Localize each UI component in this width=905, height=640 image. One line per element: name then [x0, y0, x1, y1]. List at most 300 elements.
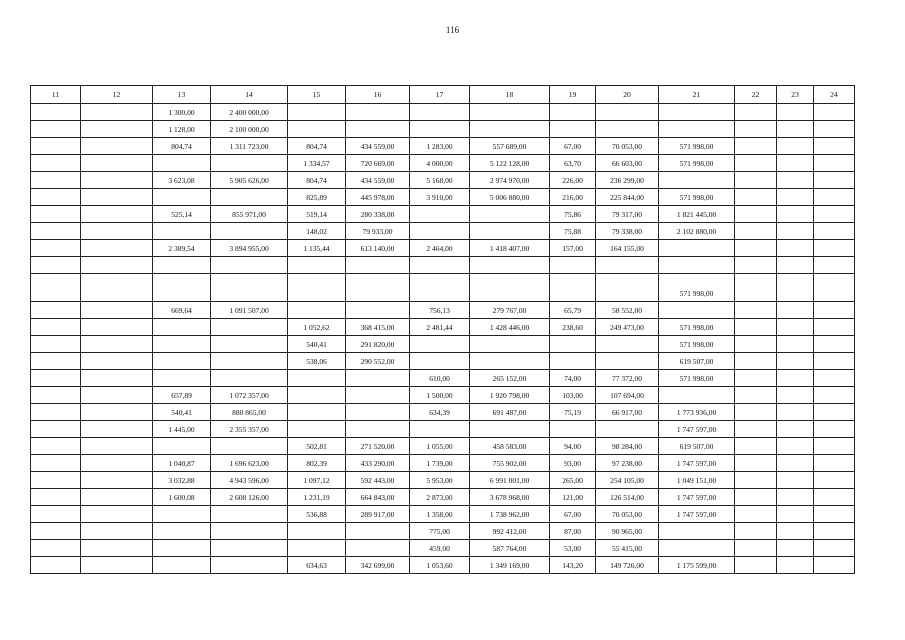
table-cell: 433 290,00 [346, 455, 410, 472]
table-cell [81, 104, 153, 121]
table-cell: 6 991 001,00 [470, 472, 550, 489]
table-cell: 434 559,00 [346, 138, 410, 155]
table-cell: 1 821 445,00 [659, 206, 735, 223]
table-cell [31, 155, 81, 172]
table-cell [81, 387, 153, 404]
table-cell [814, 121, 855, 138]
table-cell [346, 121, 410, 138]
table-cell [346, 387, 410, 404]
table-cell: 1 696 623,00 [211, 455, 288, 472]
table-cell [31, 404, 81, 421]
table-cell [288, 540, 346, 557]
table-row [31, 223, 855, 240]
table-cell [814, 155, 855, 172]
table-cell [777, 274, 814, 302]
column-header: 12 [81, 86, 153, 104]
table-cell [470, 257, 550, 274]
table-cell [470, 206, 550, 223]
table-cell [735, 370, 777, 387]
table-cell [735, 155, 777, 172]
table-cell [550, 104, 596, 121]
table-cell [153, 336, 211, 353]
table-cell [470, 121, 550, 138]
table-cell: 368 415,00 [346, 319, 410, 336]
table-cell: 79 338,00 [596, 223, 659, 240]
table-cell: 880 865,00 [211, 404, 288, 421]
table-cell: 103,00 [550, 387, 596, 404]
table-cell: 434 559,00 [346, 172, 410, 189]
column-header: 19 [550, 86, 596, 104]
table-cell: 664 843,00 [346, 489, 410, 506]
table-cell [81, 189, 153, 206]
table-cell [211, 506, 288, 523]
table-cell [153, 155, 211, 172]
table-cell [288, 387, 346, 404]
table-cell: 342 699,00 [346, 557, 410, 574]
table-cell: 669,64 [153, 302, 211, 319]
table-cell [659, 172, 735, 189]
table-cell: 290 552,00 [346, 353, 410, 370]
table-cell: 98 284,00 [596, 438, 659, 455]
table-cell [31, 489, 81, 506]
table-row [31, 240, 855, 257]
table-cell [81, 302, 153, 319]
table-cell [659, 121, 735, 138]
table-cell: 75,88 [550, 223, 596, 240]
table-cell: 1 773 936,00 [659, 404, 735, 421]
table-row [31, 370, 855, 387]
table-cell [814, 557, 855, 574]
table-cell [814, 104, 855, 121]
table-cell: 571 998,00 [659, 189, 735, 206]
table-cell: 540,41 [288, 336, 346, 353]
table-cell: 55 415,00 [596, 540, 659, 557]
table-cell: 5 168,00 [410, 172, 470, 189]
table-cell [596, 336, 659, 353]
table-cell [346, 540, 410, 557]
table-cell: 2 608 126,00 [211, 489, 288, 506]
table-cell: 802,39 [288, 455, 346, 472]
table-row [31, 302, 855, 319]
table-cell [735, 438, 777, 455]
table-cell [153, 540, 211, 557]
table-cell [31, 506, 81, 523]
table-cell [288, 370, 346, 387]
table-cell [735, 540, 777, 557]
table-cell [814, 455, 855, 472]
table-cell: 3 894 955,00 [211, 240, 288, 257]
table-cell [814, 438, 855, 455]
table-row [31, 189, 855, 206]
table-cell [735, 189, 777, 206]
table-cell [814, 138, 855, 155]
table-cell: 90 965,00 [596, 523, 659, 540]
table-cell [735, 336, 777, 353]
table-cell: 226,00 [550, 172, 596, 189]
table-cell [288, 404, 346, 421]
page-number: 116 [445, 25, 460, 35]
table-cell [81, 121, 153, 138]
table-cell [81, 223, 153, 240]
table-cell [81, 257, 153, 274]
table-cell: 3 678 968,00 [470, 489, 550, 506]
table-cell [81, 274, 153, 302]
table-cell: 755 902,00 [470, 455, 550, 472]
table-row [31, 421, 855, 438]
table-cell [659, 302, 735, 319]
table-cell: 5 905 626,00 [211, 172, 288, 189]
table-cell [81, 155, 153, 172]
table-cell: 1 072 357,00 [211, 387, 288, 404]
table-cell [777, 172, 814, 189]
table-cell: 289 917,00 [346, 506, 410, 523]
table-cell: 164 155,00 [596, 240, 659, 257]
table-cell [81, 240, 153, 257]
table-cell [31, 138, 81, 155]
table-cell [596, 104, 659, 121]
table-cell [470, 223, 550, 240]
table-cell: 65,79 [550, 302, 596, 319]
table-cell: 1 500,00 [410, 387, 470, 404]
table-row [31, 506, 855, 523]
table-cell [777, 104, 814, 121]
table-cell: 536,88 [288, 506, 346, 523]
table-cell: 1 747 597,00 [659, 506, 735, 523]
table-cell: 238,60 [550, 319, 596, 336]
table-cell [777, 302, 814, 319]
table-cell: 67,00 [550, 138, 596, 155]
table-cell [31, 274, 81, 302]
table-cell: 1 311 723,00 [211, 138, 288, 155]
table-cell: 66 603,00 [596, 155, 659, 172]
table-cell: 225 844,00 [596, 189, 659, 206]
table-cell [81, 336, 153, 353]
table-cell [814, 370, 855, 387]
table-cell [153, 557, 211, 574]
table-cell: 2 974 970,00 [470, 172, 550, 189]
table-cell [735, 257, 777, 274]
table-cell: 1 600,08 [153, 489, 211, 506]
table-cell: 458 583,00 [470, 438, 550, 455]
table-cell [777, 155, 814, 172]
table-cell: 1 175 599,00 [659, 557, 735, 574]
table-cell [31, 223, 81, 240]
table-cell [346, 257, 410, 274]
table-cell [777, 540, 814, 557]
table-cell: 502,81 [288, 438, 346, 455]
table-cell [777, 336, 814, 353]
table-cell [777, 121, 814, 138]
table-cell [735, 404, 777, 421]
table-cell [153, 223, 211, 240]
table-cell [153, 274, 211, 302]
table-cell: 1 091 507,00 [211, 302, 288, 319]
table-cell: 2 464,00 [410, 240, 470, 257]
table-cell [288, 421, 346, 438]
table-cell: 992 412,00 [470, 523, 550, 540]
table-cell: 67,00 [550, 506, 596, 523]
table-cell [735, 557, 777, 574]
table-cell [81, 489, 153, 506]
table-cell [31, 557, 81, 574]
table-cell [81, 523, 153, 540]
table-cell [346, 404, 410, 421]
table-cell [81, 557, 153, 574]
table-cell [777, 223, 814, 240]
table-cell [288, 257, 346, 274]
table-cell [659, 240, 735, 257]
table-cell: 804,74 [288, 138, 346, 155]
table-cell [153, 523, 211, 540]
table-cell: 2 873,00 [410, 489, 470, 506]
table-cell [777, 138, 814, 155]
table-cell: 1 334,57 [288, 155, 346, 172]
table-cell: 2 481,44 [410, 319, 470, 336]
table-row [31, 319, 855, 336]
table-cell [31, 104, 81, 121]
table-body [31, 104, 855, 574]
table-cell: 804,74 [288, 172, 346, 189]
table-cell [659, 104, 735, 121]
table-cell [211, 336, 288, 353]
table-cell [211, 540, 288, 557]
table-cell [735, 274, 777, 302]
table-cell: 1 738 962,00 [470, 506, 550, 523]
table-cell [777, 438, 814, 455]
table-cell: 459,00 [410, 540, 470, 557]
table-cell [550, 121, 596, 138]
column-header: 16 [346, 86, 410, 104]
table-cell: 291 820,00 [346, 336, 410, 353]
table-cell [211, 523, 288, 540]
table-cell: 1 231,19 [288, 489, 346, 506]
table-cell [777, 472, 814, 489]
table-cell [550, 336, 596, 353]
table-cell [814, 336, 855, 353]
table-cell [735, 319, 777, 336]
table-cell: 1 739,00 [410, 455, 470, 472]
table-cell [153, 438, 211, 455]
table-cell [410, 336, 470, 353]
table-cell [735, 506, 777, 523]
table-cell [777, 557, 814, 574]
table-cell: 53,00 [550, 540, 596, 557]
table-cell: 2 100 000,00 [211, 121, 288, 138]
table-cell: 1 358,00 [410, 506, 470, 523]
table-cell [814, 172, 855, 189]
table-cell [659, 387, 735, 404]
column-header: 14 [211, 86, 288, 104]
table-cell: 3 910,00 [410, 189, 470, 206]
table-cell [410, 206, 470, 223]
table-cell [735, 472, 777, 489]
table-cell: 657,89 [153, 387, 211, 404]
table-cell: 1 747 597,00 [659, 489, 735, 506]
table-cell: 77 372,00 [596, 370, 659, 387]
table-cell: 1 135,44 [288, 240, 346, 257]
table-cell [81, 540, 153, 557]
table-cell: 2 389,54 [153, 240, 211, 257]
table-cell [735, 387, 777, 404]
table-row [31, 557, 855, 574]
table-cell: 1 747 597,00 [659, 421, 735, 438]
table-cell [735, 240, 777, 257]
table-cell: 619 507,00 [659, 353, 735, 370]
table-cell: 279 767,00 [470, 302, 550, 319]
table-cell [31, 472, 81, 489]
table-cell: 271 520,00 [346, 438, 410, 455]
table-cell [31, 172, 81, 189]
table-cell: 265 152,00 [470, 370, 550, 387]
table-cell: 126 514,00 [596, 489, 659, 506]
table-row [31, 138, 855, 155]
table-row [31, 540, 855, 557]
table-cell: 148,02 [288, 223, 346, 240]
table-cell: 75,86 [550, 206, 596, 223]
table-cell [31, 257, 81, 274]
table-cell: 58 552,00 [596, 302, 659, 319]
table-cell: 5 953,00 [410, 472, 470, 489]
table-cell [814, 206, 855, 223]
table-cell: 79 317,00 [596, 206, 659, 223]
table-cell: 3 623,08 [153, 172, 211, 189]
table-cell [81, 455, 153, 472]
table-cell [153, 353, 211, 370]
table-cell [81, 421, 153, 438]
table-cell: 1 428 446,00 [470, 319, 550, 336]
table-cell: 587 764,00 [470, 540, 550, 557]
table-cell [735, 206, 777, 223]
table-cell: 634,39 [410, 404, 470, 421]
table-cell [31, 455, 81, 472]
table-cell: 3 032,88 [153, 472, 211, 489]
table-cell: 571 998,00 [659, 155, 735, 172]
column-header: 22 [735, 86, 777, 104]
table-cell: 610,00 [410, 370, 470, 387]
column-header: 18 [470, 86, 550, 104]
table-cell [31, 206, 81, 223]
table-cell [470, 421, 550, 438]
table-cell [735, 523, 777, 540]
table-cell [814, 540, 855, 557]
table-cell [735, 353, 777, 370]
table-cell [31, 121, 81, 138]
table-cell [814, 489, 855, 506]
table-cell [211, 319, 288, 336]
table-row [31, 104, 855, 121]
table-cell [31, 523, 81, 540]
column-header: 21 [659, 86, 735, 104]
table-cell: 79 933,00 [346, 223, 410, 240]
table-cell [81, 138, 153, 155]
table-cell [410, 274, 470, 302]
table-cell [346, 370, 410, 387]
table-cell [31, 336, 81, 353]
table-cell: 1 040,87 [153, 455, 211, 472]
table-cell: 756,13 [410, 302, 470, 319]
table-cell [470, 336, 550, 353]
column-header: 13 [153, 86, 211, 104]
table-cell [470, 104, 550, 121]
table-cell: 5 006 880,00 [470, 189, 550, 206]
table-cell [31, 370, 81, 387]
table-cell [777, 370, 814, 387]
table-row [31, 274, 855, 302]
table-cell [153, 189, 211, 206]
table-cell [153, 506, 211, 523]
table-cell [470, 274, 550, 302]
table-cell: 855 971,00 [211, 206, 288, 223]
table-cell [153, 319, 211, 336]
table-cell [31, 387, 81, 404]
table-cell: 93,00 [550, 455, 596, 472]
table-cell: 149 726,00 [596, 557, 659, 574]
table-cell: 1 128,00 [153, 121, 211, 138]
table-cell: 5 122 128,00 [470, 155, 550, 172]
table-cell [410, 121, 470, 138]
table-cell [211, 557, 288, 574]
table-cell [814, 319, 855, 336]
table-cell [81, 370, 153, 387]
table-cell: 70 053,00 [596, 506, 659, 523]
table-cell [288, 302, 346, 319]
table-cell: 254 105,00 [596, 472, 659, 489]
table-cell: 825,89 [288, 189, 346, 206]
table-row [31, 336, 855, 353]
table-cell [410, 223, 470, 240]
table-cell: 4 000,00 [410, 155, 470, 172]
table-cell [596, 353, 659, 370]
table-cell: 121,00 [550, 489, 596, 506]
table-cell [211, 438, 288, 455]
table-cell: 63,70 [550, 155, 596, 172]
table-cell [814, 189, 855, 206]
table-cell [153, 257, 211, 274]
table-cell [211, 274, 288, 302]
table-cell: 1 747 597,00 [659, 455, 735, 472]
table-cell [31, 189, 81, 206]
table-cell: 1 349 169,00 [470, 557, 550, 574]
table-cell [814, 404, 855, 421]
table-cell: 1 097,12 [288, 472, 346, 489]
table-row [31, 353, 855, 370]
table-cell [31, 302, 81, 319]
table-cell [814, 302, 855, 319]
table-cell: 1 300,00 [153, 104, 211, 121]
table-cell: 74,00 [550, 370, 596, 387]
table-cell [777, 189, 814, 206]
table-cell: 249 473,00 [596, 319, 659, 336]
table-cell: 538,06 [288, 353, 346, 370]
table-cell [346, 523, 410, 540]
table-row [31, 121, 855, 138]
table-row [31, 387, 855, 404]
table-cell: 1 049 151,00 [659, 472, 735, 489]
table-cell: 1 053,60 [410, 557, 470, 574]
table-cell: 445 978,00 [346, 189, 410, 206]
table-cell [777, 506, 814, 523]
table-cell: 66 917,00 [596, 404, 659, 421]
column-header: 23 [777, 86, 814, 104]
table-cell: 1 283,00 [410, 138, 470, 155]
table-cell [814, 421, 855, 438]
table-cell: 97 238,00 [596, 455, 659, 472]
table-cell [211, 370, 288, 387]
table-cell: 236 299,00 [596, 172, 659, 189]
header-row [31, 86, 855, 104]
table-cell [288, 121, 346, 138]
table-cell [410, 421, 470, 438]
